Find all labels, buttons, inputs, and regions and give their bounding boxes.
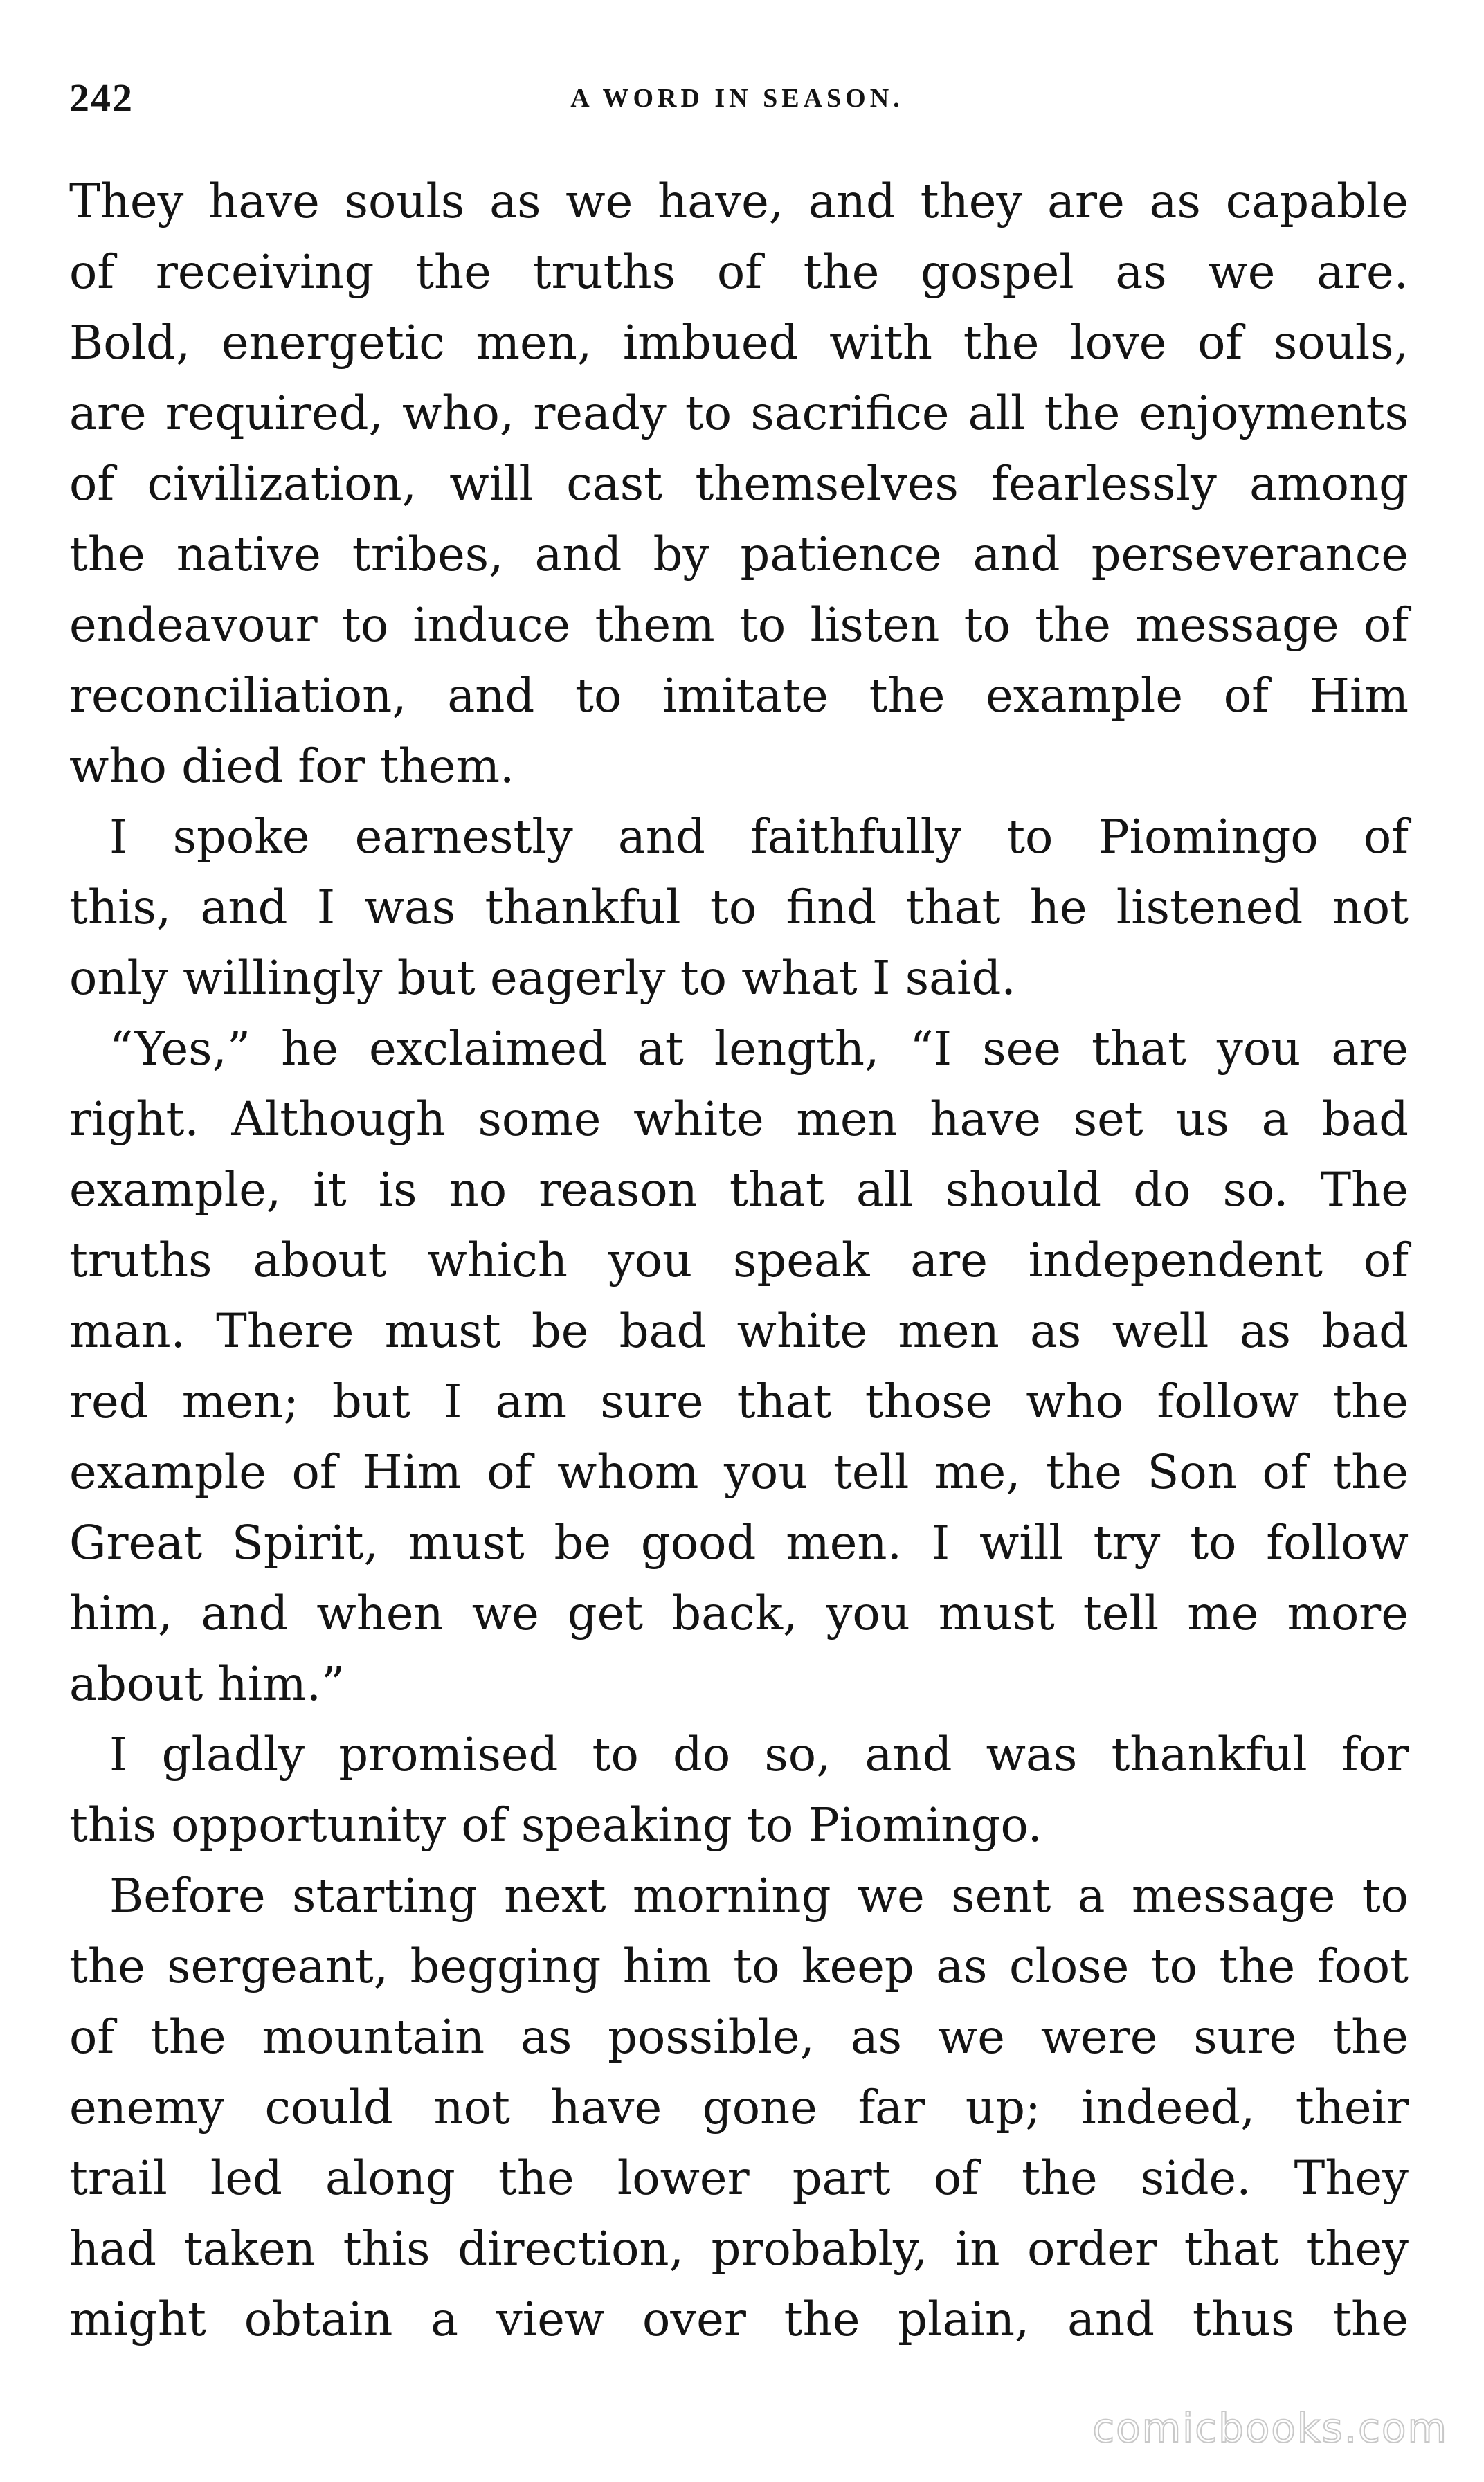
paragraph bbox=[69, 1860, 1409, 2355]
text-line: who died for them. bbox=[69, 739, 515, 793]
text-line: right. Although some white men have set us a bad bbox=[69, 1092, 1409, 1146]
text-line: trail led along the lower part of the side. They bbox=[69, 2151, 1409, 2205]
text-line: this opportunity of speaking to Piomingo. bbox=[69, 1798, 1042, 1852]
body-text bbox=[69, 166, 1409, 2355]
text-line: endeavour to induce them to listen to the message of bbox=[69, 598, 1409, 652]
paragraph bbox=[69, 1719, 1409, 1860]
page-number: 242 bbox=[69, 75, 134, 120]
text-line: of receiving the truths of the gospel as we are. bbox=[69, 245, 1409, 299]
text-line: the sergeant, begging him to keep as close to the foot bbox=[69, 1939, 1409, 1993]
text-line: Before starting next morning we sent a message to bbox=[109, 1869, 1409, 1923]
text-line: only willingly but eagerly to what I said. bbox=[69, 951, 1016, 1005]
paragraph bbox=[69, 166, 1409, 801]
paragraph bbox=[69, 801, 1409, 1013]
text-line: reconciliation, and to imitate the example of Him bbox=[69, 669, 1409, 723]
text-line: They have souls as we have, and they are as capable bbox=[69, 174, 1409, 228]
text-line: might obtain a view over the plain, and thus the bbox=[69, 2292, 1409, 2346]
text-line: of civilization, will cast themselves fearlessly among bbox=[69, 457, 1409, 511]
text-line: had taken this direction, probably, in order that they bbox=[69, 2222, 1409, 2276]
text-line: red men; but I am sure that those who follow the bbox=[69, 1375, 1409, 1429]
text-line: are required, who, ready to sacrifice all the enjoyments bbox=[69, 386, 1409, 440]
running-head bbox=[69, 75, 1405, 123]
text-line: example, it is no reason that all should do so. The bbox=[69, 1163, 1409, 1217]
paragraph bbox=[69, 1013, 1409, 1719]
text-line: “Yes,” he exclaimed at length, “I see that you are bbox=[109, 1022, 1409, 1076]
watermark: comicbooks.com bbox=[1092, 2404, 1448, 2452]
text-line: man. There must be bad white men as well as bad bbox=[69, 1304, 1409, 1358]
text-line: the native tribes, and by patience and perseverance bbox=[69, 527, 1409, 581]
text-line: Great Spirit, must be good men. I will try to follow bbox=[69, 1516, 1409, 1570]
text-line: Bold, energetic men, imbued with the love of souls, bbox=[69, 316, 1409, 370]
text-line: him, and when we get back, you must tell me more bbox=[69, 1586, 1409, 1640]
text-line: enemy could not have gone far up; indeed, their bbox=[69, 2081, 1409, 2135]
text-line: I gladly promised to do so, and was thankful for bbox=[109, 1728, 1409, 1782]
text-line: truths about which you speak are independent of bbox=[69, 1233, 1409, 1287]
text-line: I spoke earnestly and faithfully to Piomingo of bbox=[109, 810, 1409, 864]
text-line: this, and I was thankful to find that he listened not bbox=[69, 880, 1409, 934]
running-title: A WORD IN SEASON. bbox=[570, 84, 904, 113]
text-line: about him.” bbox=[69, 1657, 345, 1711]
text-line: of the mountain as possible, as we were sure the bbox=[69, 2010, 1409, 2064]
text-line: example of Him of whom you tell me, the Son of the bbox=[69, 1445, 1409, 1499]
